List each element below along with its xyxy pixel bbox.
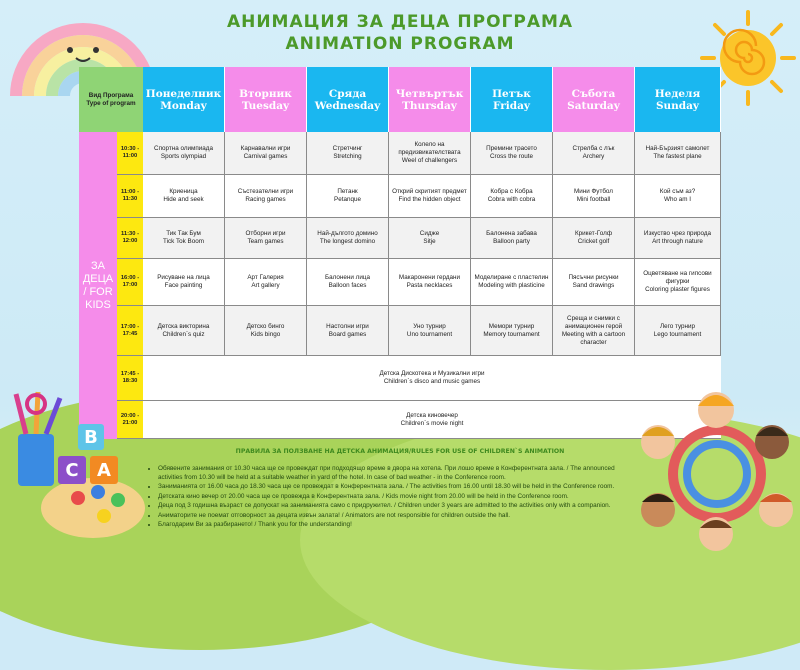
activity-name-en: Mini football bbox=[576, 196, 611, 203]
activity-name-en: Board games bbox=[328, 330, 367, 338]
activity-cell bbox=[307, 175, 389, 218]
page-title-bg: АНИМАЦИЯ ЗА ДЕЦА ПРОГРАМА bbox=[226, 12, 574, 32]
time-slot-text: 16:00 - 17:00 bbox=[120, 275, 140, 288]
activity-cell bbox=[225, 306, 307, 356]
day-name-bg: Четвъртък bbox=[395, 87, 464, 100]
rule-item: • Деца под 3 годишна възраст се допускат на заниманията само с придружител. / Children under 3 years are admitted to the activities only with a companion. bbox=[158, 502, 630, 511]
activity-name-en: The fastest plane bbox=[653, 153, 702, 160]
activity-cell bbox=[471, 259, 553, 306]
activity-cell bbox=[143, 306, 225, 356]
activity-name-bg: Детско бинго bbox=[246, 322, 285, 330]
activity-name-en: Children`s disco and music games bbox=[383, 378, 481, 385]
activity-cell bbox=[635, 218, 721, 259]
day-name-bg: Събота bbox=[571, 87, 616, 100]
activity-name-bg: Пясъчни рисунки bbox=[568, 274, 619, 281]
activity-cell bbox=[553, 259, 635, 306]
activity-cell bbox=[471, 175, 553, 218]
activity-cell bbox=[143, 132, 225, 175]
activity-name-bg: Петанк bbox=[337, 188, 358, 195]
activity-name-en: Tick Tok Boom bbox=[163, 238, 204, 245]
wide-activity-cell bbox=[143, 356, 721, 401]
letter-block-b: B bbox=[78, 424, 104, 450]
time-slot bbox=[117, 306, 143, 356]
time-slot bbox=[117, 259, 143, 306]
activity-name-en: Sports olympiad bbox=[160, 153, 207, 160]
time-slot bbox=[117, 132, 143, 175]
activity-cell bbox=[389, 132, 471, 175]
activity-name-en: Weel of challengers bbox=[401, 157, 458, 164]
day-header bbox=[225, 67, 307, 132]
activity-name-en: Pasta necklaces bbox=[406, 282, 453, 289]
activity-name-bg: Мемори турнир bbox=[488, 322, 535, 330]
day-header bbox=[307, 67, 389, 132]
activity-name-bg: Стретчинг bbox=[332, 145, 363, 152]
activity-name-bg: Стрелба с лък bbox=[572, 145, 615, 152]
activity-cell bbox=[143, 259, 225, 306]
activity-name-en: Balloon faces bbox=[328, 282, 367, 289]
day-name-bg: Вторник bbox=[239, 87, 292, 100]
activity-name-en: Meeting with a cartoon character bbox=[561, 330, 626, 346]
activity-name-bg: Детска киновечер bbox=[406, 411, 458, 419]
activity-cell bbox=[307, 132, 389, 175]
day-name-en: Friday bbox=[492, 99, 531, 112]
activity-name-en: Team games bbox=[247, 238, 284, 245]
activity-name-bg: Мини Футбол bbox=[574, 188, 613, 195]
activity-name-bg: Детска викторина bbox=[157, 322, 210, 330]
type-label-en: Type of program bbox=[86, 99, 136, 107]
rule-item: • Детската кино вечер от 20.00 часа ще се провежда в Конферентната зала. / Kids movie night from 20.00 will be held in the Conference room. bbox=[158, 493, 630, 502]
activity-cell bbox=[635, 132, 721, 175]
rule-item: • Заниманията от 16.00 часа до 18.30 часа ще се провеждат в Конферентната зала. / The activities from 16.00 until 18.30 will be held in the Conference room. bbox=[158, 483, 630, 492]
activity-name-en: Balloon party bbox=[493, 238, 530, 245]
day-header bbox=[635, 67, 721, 132]
day-header bbox=[143, 67, 225, 132]
activity-name-bg: Карнавални игри bbox=[240, 145, 291, 152]
activity-name-bg: Криеница bbox=[169, 188, 198, 195]
day-name-en: Saturday bbox=[567, 99, 620, 112]
activity-name-bg: Най-дългото домино bbox=[317, 230, 378, 237]
activity-name-en: Racing games bbox=[245, 196, 286, 203]
time-slot-text: 17:45 - 18:30 bbox=[120, 371, 140, 384]
activity-cell bbox=[225, 218, 307, 259]
activity-name-en: Kids bingo bbox=[250, 330, 281, 338]
day-name-en: Tuesday bbox=[241, 99, 290, 112]
time-slot bbox=[117, 218, 143, 259]
activity-name-bg: Настолни игри bbox=[326, 322, 369, 330]
activity-name-en: Face painting bbox=[164, 282, 203, 289]
time-slot-text: 17:00 - 17:45 bbox=[120, 323, 140, 337]
activity-cell bbox=[635, 306, 721, 356]
activity-name-en: Children`s quiz bbox=[162, 330, 205, 338]
activity-name-bg: Лего турнир bbox=[659, 322, 696, 330]
activity-name-en: Coloring plaster figures bbox=[645, 286, 710, 293]
activity-name-bg: Среща и снимки с анимационен герой bbox=[564, 314, 623, 330]
activity-name-en: Cobra with cobra bbox=[487, 196, 536, 203]
activity-name-bg: Уно турнир bbox=[413, 322, 446, 330]
day-header bbox=[553, 67, 635, 132]
activity-cell bbox=[307, 306, 389, 356]
time-slot bbox=[117, 175, 143, 218]
activity-name-bg: Тик Так Бум bbox=[166, 230, 201, 237]
activity-cell bbox=[225, 175, 307, 218]
activity-name-en: The longest domino bbox=[319, 238, 376, 245]
kids-circle-illustration bbox=[636, 382, 798, 554]
activity-name-bg: Колело на предизвикателствата bbox=[398, 141, 461, 156]
activity-name-en: Modeling with plasticine bbox=[478, 282, 545, 289]
day-name-en: Sunday bbox=[655, 99, 700, 112]
activity-name-bg: Изкуство чрез природа bbox=[643, 230, 712, 237]
time-slot-text: 10:30 - 11:00 bbox=[120, 146, 140, 159]
activity-cell bbox=[389, 306, 471, 356]
activity-name-en: Hide and seek bbox=[163, 196, 204, 203]
rule-item: • Аниматорите не поемат отговорност за децата извън залата! / Animators are not responsible for children outside the hall. bbox=[158, 512, 630, 521]
activity-name-en: Archery bbox=[582, 153, 605, 160]
type-of-program-header bbox=[79, 67, 143, 132]
activity-cell bbox=[389, 259, 471, 306]
wide-activity-cell bbox=[143, 401, 721, 439]
activity-cell bbox=[553, 218, 635, 259]
rules-list bbox=[148, 465, 630, 531]
activity-name-en: Children`s movie night bbox=[400, 419, 464, 427]
day-name-en: Wednesday bbox=[314, 99, 381, 112]
type-label-bg: Вид Програма bbox=[88, 91, 134, 99]
rule-item: • Обявените занимания от 10.30 часа ще се провеждат при подходящо време в двора на хотела. При лошо време в Конферентната зала. / The announced activities from 10.30 will be held at a suitable weather in yard of the hotel. In case of bad weather - in the Conference room. bbox=[158, 465, 630, 482]
activity-name-bg: Спортна олимпиада bbox=[154, 145, 213, 152]
day-header bbox=[471, 67, 553, 132]
activity-name-en: Carnival games bbox=[243, 153, 288, 160]
activity-name-bg: Сидже bbox=[419, 230, 440, 237]
activity-name-bg: Кой съм аз? bbox=[659, 188, 696, 195]
activity-cell bbox=[225, 132, 307, 175]
activity-cell bbox=[471, 132, 553, 175]
day-name-en: Thursday bbox=[402, 99, 457, 112]
activity-cell bbox=[389, 175, 471, 218]
time-slot-text: 11:00 - 11:30 bbox=[120, 189, 140, 202]
activity-name-en: Art through nature bbox=[652, 238, 703, 245]
activity-name-bg: Открий скритият предмет bbox=[392, 188, 467, 195]
activity-cell bbox=[143, 175, 225, 218]
activity-name-bg: Моделиране с пластелин bbox=[474, 274, 549, 281]
activity-name-bg: Балонена забава bbox=[486, 230, 537, 237]
activity-cell bbox=[553, 306, 635, 356]
activity-cell bbox=[553, 132, 635, 175]
activity-name-en: Cross the route bbox=[489, 153, 534, 160]
letter-block-a: A bbox=[90, 456, 118, 484]
activity-cell bbox=[307, 259, 389, 306]
activity-name-en: Art gallery bbox=[251, 282, 280, 289]
activity-cell bbox=[225, 259, 307, 306]
day-name-bg: Сряда bbox=[328, 87, 367, 100]
activity-name-bg: Крикет-Голф bbox=[575, 230, 612, 237]
time-slot-text: 11:30 - 12:00 bbox=[120, 231, 140, 244]
activity-name-en: Sand drawings bbox=[572, 282, 615, 289]
activity-name-bg: Състезателни игри bbox=[237, 188, 294, 195]
day-name-en: Monday bbox=[160, 99, 207, 112]
activity-cell bbox=[635, 175, 721, 218]
activity-name-bg: Премини трасето bbox=[486, 145, 537, 152]
activity-name-bg: Отборни игри bbox=[245, 230, 286, 237]
activity-name-bg: Кобра с Кобра bbox=[490, 188, 533, 195]
activity-name-en: Cricket golf bbox=[577, 238, 610, 245]
rule-item: • Благодарим Ви за разбирането! / Thank you for the understanding! bbox=[158, 521, 630, 530]
activity-name-en: Sitje bbox=[423, 238, 436, 245]
activity-cell bbox=[143, 218, 225, 259]
activity-cell bbox=[389, 218, 471, 259]
schedule-table bbox=[79, 67, 721, 439]
activity-name-bg: Балонени лица bbox=[325, 274, 370, 281]
activity-name-en: Petanque bbox=[334, 196, 361, 203]
activity-name-en: Lego tournament bbox=[653, 330, 702, 338]
activity-name-en: Find the hidden object bbox=[398, 196, 461, 203]
activity-name-bg: Макаронени гердани bbox=[398, 274, 461, 281]
activity-name-en: Stretching bbox=[333, 153, 362, 160]
activity-cell bbox=[553, 175, 635, 218]
activity-name-bg: Най-Бързият самолет bbox=[645, 145, 710, 152]
activity-name-bg: Оцветяване на гипсови фигурки bbox=[643, 270, 712, 285]
day-name-bg: Петък bbox=[492, 87, 531, 100]
day-header bbox=[389, 67, 471, 132]
rules-title: ПРАВИЛА ЗА ПОЛЗВАНЕ НА ДЕТСКА АНИМАЦИЯ/RULES FOR USE OF CHILDREN`S ANIMATION bbox=[235, 448, 565, 455]
activity-name-en: Who am I bbox=[664, 196, 691, 203]
page-title-en: ANIMATION PROGRAM bbox=[285, 34, 515, 54]
activity-name-en: Memory tournament bbox=[483, 330, 540, 338]
activity-name-en: Uno tournament bbox=[406, 330, 453, 338]
time-slot-text: 20:00 - 21:00 bbox=[120, 412, 140, 426]
group-label-text: ЗА ДЕЦА / FOR KIDS bbox=[82, 259, 114, 311]
day-name-bg: Понеделник bbox=[145, 87, 222, 100]
letter-block-c: C bbox=[58, 456, 86, 484]
activity-cell bbox=[471, 218, 553, 259]
activity-name-bg: Рисуване на лица bbox=[157, 274, 210, 281]
activity-name-bg: Арт Галерия bbox=[247, 274, 284, 281]
day-name-bg: Неделя bbox=[654, 87, 701, 100]
activity-cell bbox=[307, 218, 389, 259]
activity-cell bbox=[635, 259, 721, 306]
activity-cell bbox=[471, 306, 553, 356]
activity-name-bg: Детска Дискотека и Музикални игри bbox=[379, 370, 485, 377]
